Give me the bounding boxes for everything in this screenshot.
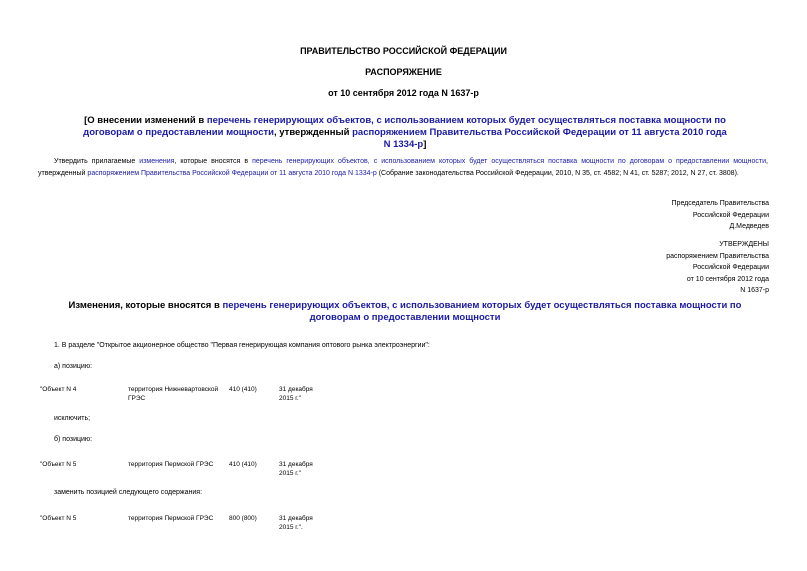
- document-type: РАСПОРЯЖЕНИЕ: [365, 67, 442, 77]
- changes-title-link-list[interactable]: перечень генерирующих объектов, с использованием которых будет осуществляться поставка мощности по договорам о предоставлении мощности: [222, 300, 742, 323]
- item-1: 1. В разделе "Открытое акционерное общество "Первая генерирующая компания оптового рынка электроэнергии":: [54, 342, 430, 349]
- document-date-number: от 10 сентября 2012 года N 1637-р: [328, 88, 479, 98]
- changes-title: Изменения, которые вносятся в перечень генерирующих объектов, с использованием которых будет осуществляться поставка мощности по договорам о предоставлении мощности: [68, 300, 742, 323]
- signature-block: Председатель Правительства Российской Федерации Д.Медведев: [671, 200, 769, 230]
- item-b: б) позицию:: [54, 436, 93, 443]
- item-a: а) позицию:: [54, 363, 93, 370]
- exclude-text: исключить;: [54, 415, 91, 422]
- intro-link-list[interactable]: перечень генерирующих объектов, с использованием которых будет осуществляться поставка мощности по договорам о предоставлении мощности: [252, 158, 767, 165]
- title-link-order[interactable]: распоряжением Правительства Российской Федерации от 11 августа 2010 года N 1334-р: [352, 127, 727, 150]
- intro-link-changes[interactable]: изменения: [139, 158, 175, 165]
- replace-text: заменить позицией следующего содержания:: [54, 489, 203, 496]
- approval-block: УТВЕРЖДЕНЫ распоряжением Правительства Российской Федерации от 10 сентября 2012 года N 1637-р: [666, 241, 769, 294]
- intro-paragraph: Утвердить прилагаемые изменения, которые вносятся в перечень генерирующих объектов, с использованием которых будет осуществляться поставка мощности по договорам о предоставлении мощности, утвержденный распоряжением Правительства Российской Федерации от 11 августа 2010 года N 1334-р (Собрание законодательства Российской Федерации, 2010, N 35, ст. 4582; N 41, ст. 5287; 2012, N 27, ст. 3808).: [38, 158, 768, 177]
- document-title: [О внесении изменений в перечень генерирующих объектов, с использованием которых будет осуществляться поставка мощности по договорам о предоставлении мощности, утвержденный распоряжением Правительства Российской Федерации от 11 августа 2010 года N 1334-р]: [83, 115, 727, 150]
- government-heading: ПРАВИТЕЛЬСТВО РОССИЙСКОЙ ФЕДЕРАЦИИ: [300, 46, 507, 56]
- intro-link-order[interactable]: распоряжением Правительства Российской Федерации от 11 августа 2010 года N 1334-р: [87, 170, 377, 177]
- title-link-list[interactable]: перечень генерирующих объектов, с использованием которых будет осуществляться поставка мощности по договорам о предоставлении мощности: [83, 115, 726, 138]
